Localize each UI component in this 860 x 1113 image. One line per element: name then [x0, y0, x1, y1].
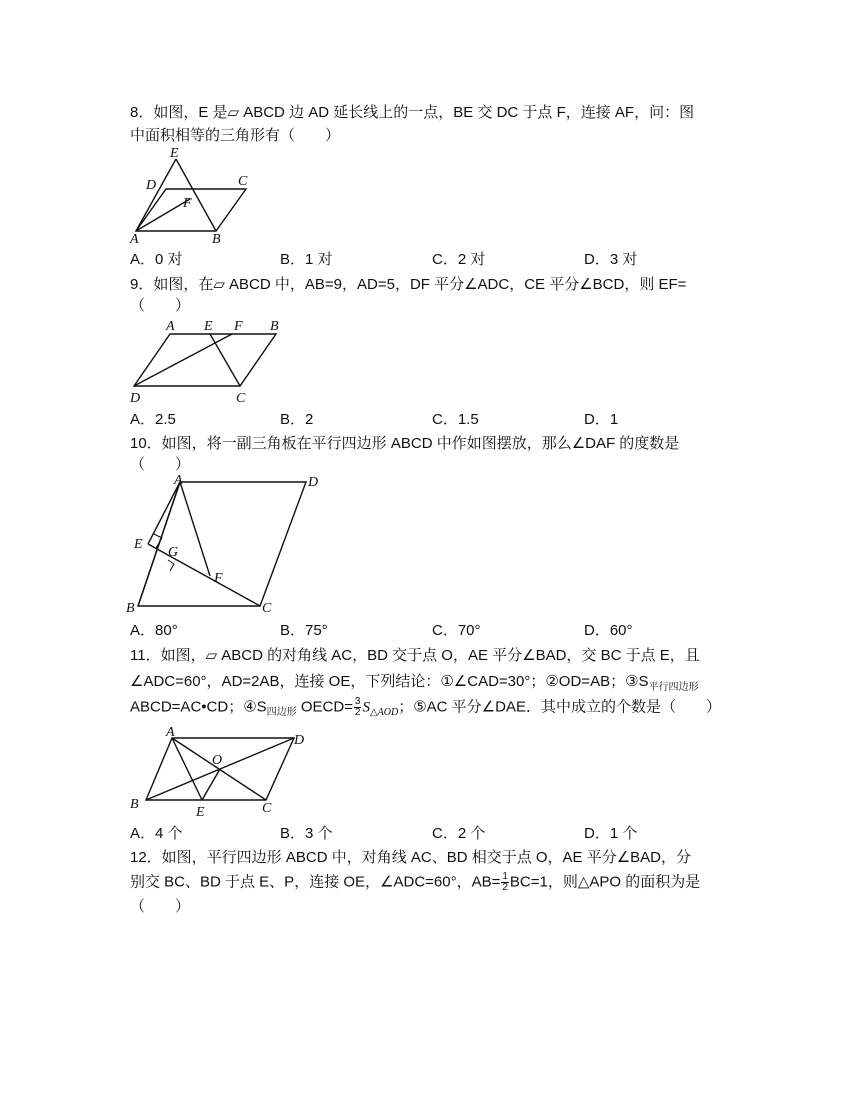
q8-label-A: A: [130, 232, 139, 247]
q10-label-E: E: [134, 537, 143, 552]
q9-stem-line1: 9．如图，在▱ ABCD 中，AB=9，AD=5，DF 平分∠ADC，CE 平分∠BCD，则 EF=: [130, 276, 687, 293]
q9-stem-line2: （ ）: [130, 297, 191, 314]
q11-label-D: D: [294, 733, 305, 748]
q8-label-D: D: [146, 178, 157, 193]
q9-label-D: D: [130, 391, 141, 406]
q11-label-C: C: [262, 801, 272, 816]
q10-label-G: G: [168, 545, 179, 560]
q11-label-A: A: [166, 725, 175, 740]
q9-option-b: B．2: [280, 411, 314, 428]
q10-option-b: B．75°: [280, 622, 328, 639]
q12-stem-line1: 12．如图，平行四边形 ABCD 中，对角线 AC、BD 相交于点 O，AE 平分∠BAD，分: [130, 849, 692, 866]
q10-label-A: A: [174, 473, 183, 488]
q10-figure: [124, 472, 324, 618]
q8-label-E: E: [170, 146, 179, 161]
q12-stem-line2: 别交 BC、BD 于点 E、P，连接 OE，∠ADC=60°，AB= $\frac{1}{2}$ BC=1，则△APO 的面积为是: [130, 871, 701, 893]
q9-option-c: C．1.5: [432, 411, 479, 428]
q9-label-F: F: [234, 319, 243, 334]
q11-stem-line2: ∠ADC=60°，AD=2AB，连接 OE，下列结论：①∠CAD=30°；②OD=AB；$③S_{平行四边形}$: [130, 673, 699, 693]
q11-fraction: $\frac{3}{2}$: [354, 696, 361, 718]
q9-option-a: A．2.5: [130, 411, 176, 428]
q10-stem-line1: 10．如图，将一副三角板在平行四边形 ABCD 中作如图摆放，那么∠DAF 的度数是: [130, 435, 680, 452]
q10-option-a: A．80°: [130, 622, 178, 639]
q10-option-c: C．70°: [432, 622, 481, 639]
q12-fraction: $\frac{1}{2}$: [502, 871, 508, 893]
q10-stem-line2: （ ）: [130, 456, 191, 473]
q10-label-C: C: [262, 601, 272, 616]
q11-parallelogram-subscript: 平行四边形: [648, 682, 699, 693]
q8-stem-line1: 8．如图，E 是▱ ABCD 边 AD 延长线上的一点，BE 交 DC 于点 F，连接 AF，问：图: [130, 104, 695, 121]
q11-figure: [126, 724, 316, 822]
q8-option-a: A．0 对: [130, 251, 183, 268]
q9-label-E: E: [204, 319, 213, 334]
q9-label-C: C: [236, 391, 246, 406]
q8-option-d: D．3 对: [584, 251, 638, 268]
q11-option-d: D．1 个: [584, 825, 638, 842]
q10-label-D: D: [308, 475, 319, 490]
q8-figure: [128, 143, 258, 247]
q9-figure: [128, 316, 288, 406]
q11-quadrilateral-subscript: 四边形: [266, 707, 297, 719]
q11-stem-line3: ABCD=AC•CD；$④S_{四边形}$ OECD= $\frac{3}{2}$ $S_{\triangle AOD}$；⑤AC 平分∠DAE．其中成立的个数是（ ）: [130, 696, 721, 719]
q11-label-O: O: [212, 753, 223, 768]
q9-option-d: D．1: [584, 411, 619, 428]
q8-option-b: B．1 对: [280, 251, 333, 268]
q8-label-C: C: [238, 174, 248, 189]
q10-label-F: F: [214, 571, 223, 586]
q11-option-c: C．2 个: [432, 825, 486, 842]
q8-option-c: C．2 对: [432, 251, 486, 268]
q8-label-F: F: [183, 196, 192, 211]
q8-label-B: B: [212, 232, 221, 247]
q10-option-d: D．60°: [584, 622, 633, 639]
q11-option-b: B．3 个: [280, 825, 333, 842]
q9-label-B: B: [270, 319, 279, 334]
q10-label-B: B: [126, 601, 135, 616]
q11-option-a: A．4 个: [130, 825, 183, 842]
q11-label-B: B: [130, 797, 139, 812]
q11-label-E: E: [196, 805, 205, 820]
q8-stem-line2: 中面积相等的三角形有（ ）: [130, 127, 341, 144]
q12-stem-line3: （ ）: [130, 898, 191, 915]
q11-stem-line1: 11．如图，▱ ABCD 的对角线 AC，BD 交于点 O，AE 平分∠BAD，交 BC 于点 E，且: [130, 647, 700, 664]
q9-label-A: A: [166, 319, 175, 334]
